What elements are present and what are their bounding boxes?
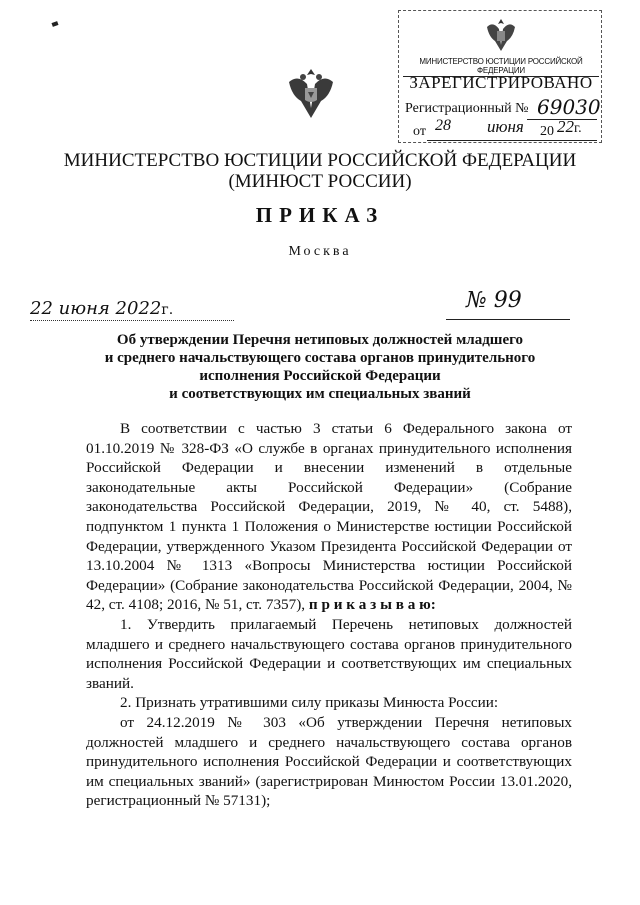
subject-line: исполнения Российской Федерации [199, 368, 441, 384]
stamp-from-label: от [413, 124, 426, 139]
stamp-year-suffix [557, 117, 582, 137]
stamp-ministry: МИНИСТЕРСТВО ЮСТИЦИИ РОССИЙСКОЙ ФЕДЕРАЦИИ [403, 57, 599, 77]
registration-stamp [398, 10, 602, 143]
stamp-reg-label: Регистрационный № [405, 101, 529, 116]
stamp-day: 28 [435, 117, 451, 134]
scan-mark [51, 21, 58, 27]
stamp-status: ЗАРЕГИСТРИРОВАНО [409, 73, 593, 92]
subject-line: и среднего начальствующего состава органов принудительного [104, 350, 536, 366]
stamp-year-end: г. [574, 121, 582, 136]
clause-2: 2. Признать утратившими силу приказы Минюста России: [120, 694, 499, 712]
stamp-reg-number: 69030 [537, 95, 601, 119]
stamp-date-line [427, 140, 597, 141]
ministry-name: МИНИСТЕРСТВО ЮСТИЦИИ РОССИЙСКОЙ ФЕДЕРАЦИИ [63, 150, 577, 171]
clause-2-item: от 24.12.2019 № 303 «Об утверждении Перечня нетиповых должностей младшего и среднего начальствующего состава органов принудительного исполнения Российской Федерации и соответствующих им специальных званий» (зарегистрирован Минюстом России 13.01.2020, регистрационный № 57131); [86, 713, 572, 810]
stamp-year-prefix: 20 [540, 124, 554, 139]
order-subject [80, 331, 560, 403]
stamp-month: июня [487, 117, 524, 136]
stamp-year-suffix-text: 22 [557, 117, 574, 136]
order-body [86, 419, 572, 811]
document-type: ПРИКАЗ [255, 203, 385, 227]
order-date-text: 22 июня 2022 [30, 298, 162, 319]
subject-line: Об утверждении Перечня нетиповых должностей младшего [116, 332, 524, 348]
order-number-line [446, 319, 570, 320]
order-date-suffix: г. [161, 302, 174, 318]
ministry-header [0, 150, 640, 192]
order-date [30, 298, 173, 319]
ministry-abbr: (МИНЮСТ РОССИИ) [228, 171, 412, 192]
clause-1: 1. Утвердить прилагаемый Перечень нетиповых должностей младшего и среднего начальствующего состава органов принудительного исполнения Российской Федерации и соответствующих им специальных званий. [86, 615, 572, 692]
preamble-paragraph [86, 419, 572, 615]
coat-of-arms-icon [286, 66, 336, 122]
stamp-emblem-icon [483, 15, 519, 55]
city: Москва [288, 244, 352, 259]
subject-line: и соответствующих им специальных званий [169, 386, 471, 402]
order-number: № 99 [466, 288, 522, 313]
preamble-text: В соответствии с частью 3 статьи 6 Федерального закона от 01.10.2019 № 328-ФЗ «О службе в органах принудительного исполнения Российской Федерации и внесении изменений в отдельные законодательные акты Российской Федерации» (Собрание законодательства Российской Федерации, 2019, № 40, ст. 5488), подпунктом 1 пункта 1 Положения о Министерстве юстиции Российской Федерации, утвержденного Указом Президента Российской Федерации от 13.10.2004 № 1313 «Вопросы Министерства юстиции Российской Федерации» (Собрание законодательства Российской Федерации, 2004, № 42, ст. 4108; 2016, № 51, ст. 7357), [86, 420, 572, 614]
date-line [30, 320, 234, 321]
order-command: п р и к а з ы в а ю: [308, 596, 436, 614]
